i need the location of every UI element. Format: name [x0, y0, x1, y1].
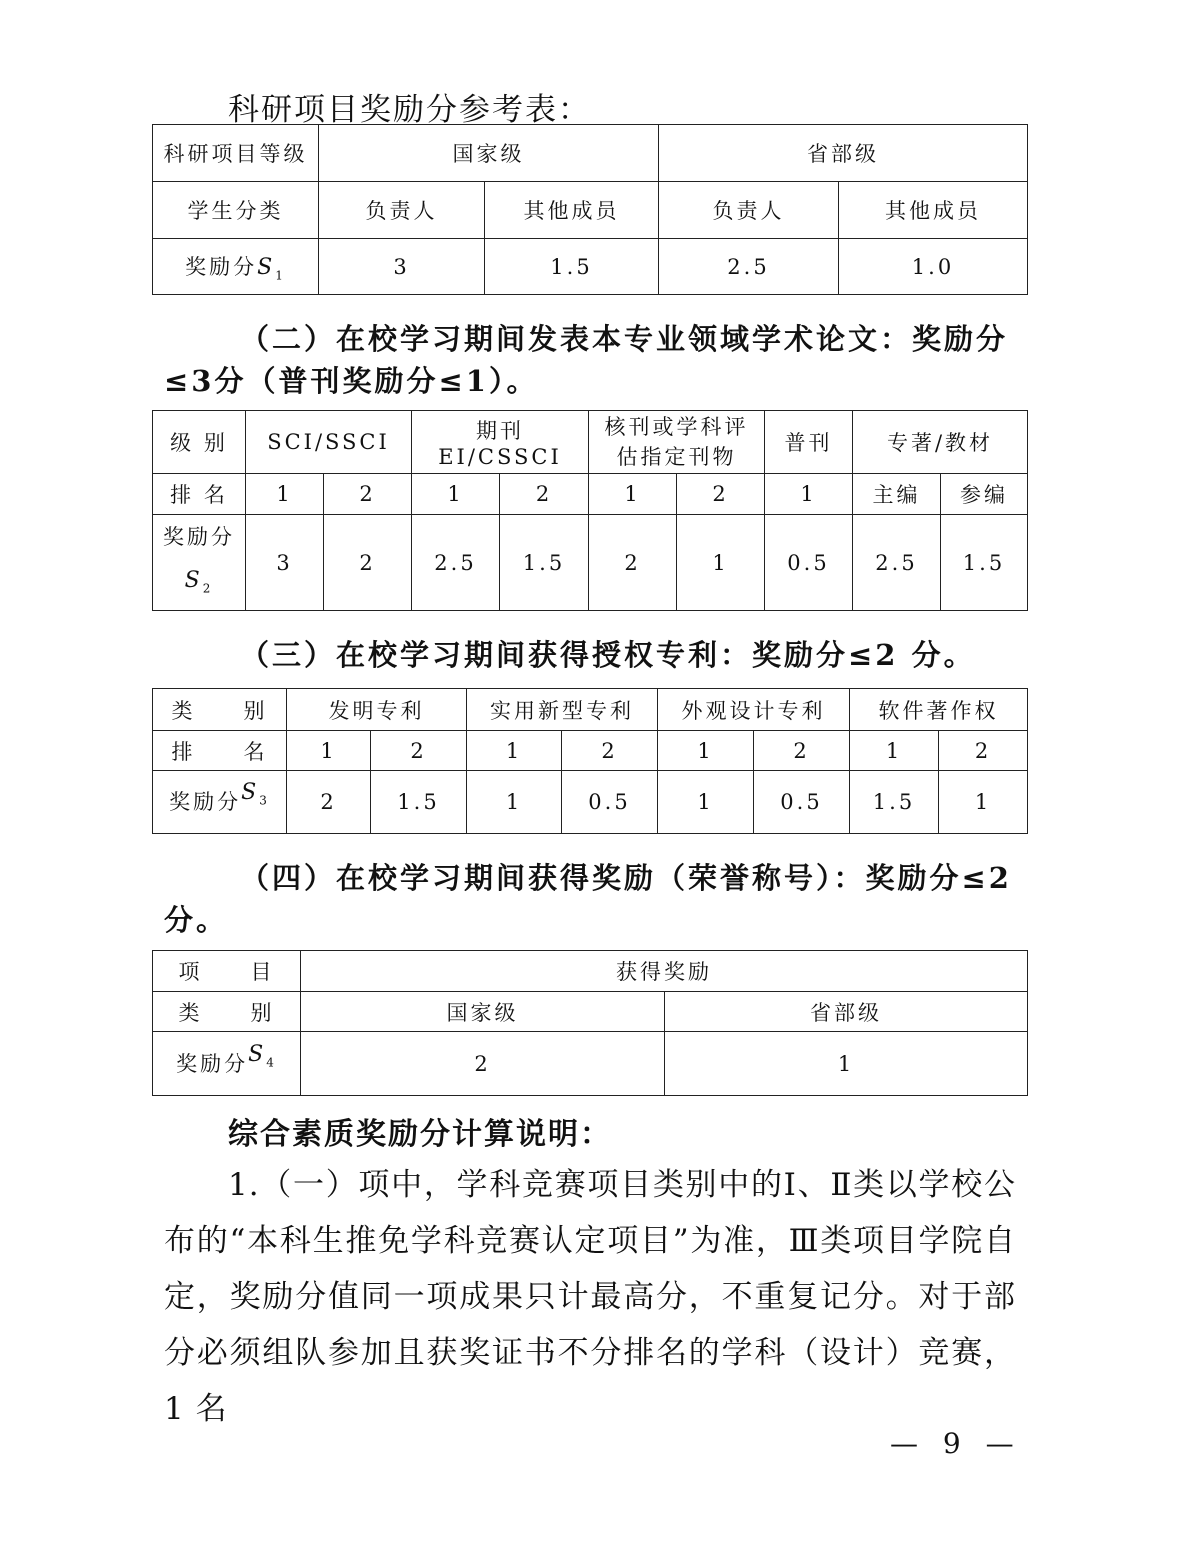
table-cell: 1.5 — [850, 771, 939, 834]
table-cell: 其他成员 — [839, 182, 1028, 239]
table-cell: 1 — [412, 474, 500, 515]
table-cell: 省部级 — [665, 992, 1028, 1032]
s-symbol: $S_4$ — [248, 1041, 277, 1070]
table-cell: 2 — [754, 731, 850, 771]
table-row — [153, 182, 1028, 239]
table-cell: 1.5 — [371, 771, 467, 834]
table-cell: 2 — [500, 474, 589, 515]
table-cell: 2 — [324, 474, 412, 515]
table-cell: 级 别 — [153, 411, 246, 474]
table-cell: 参编 — [941, 474, 1028, 515]
table-cell: 1.5 — [941, 515, 1028, 611]
table-cell: 2 — [301, 1032, 665, 1096]
reward-label: 奖励分 — [163, 525, 235, 549]
notes-paragraph: 1.（一）项中，学科竞赛项目类别中的Ⅰ、Ⅱ类以学校公布的“本科生推免学科竞赛认定项目”为准，Ⅲ类项目学院自定，奖励分值同一项成果只计最高分，不重复记分。对于部分必须组队参加且获奖证书不分排名的学科（设计）竞赛，1 名 — [164, 1167, 1016, 1427]
table-cell: 2.5 — [853, 515, 941, 611]
table-cell: 负责人 — [659, 182, 839, 239]
notes-heading: 综合素质奖励分计算说明： — [228, 1117, 612, 1152]
s-symbol: $S_2$ — [184, 568, 214, 596]
table-cell: 排 名 — [153, 474, 246, 515]
table-cell: 国家级 — [319, 125, 659, 182]
table-cell: 1 — [939, 771, 1028, 834]
table-row — [153, 689, 1028, 731]
table-cell: 科研项目等级 — [153, 125, 319, 182]
table-cell: 项 目 — [153, 951, 301, 992]
table-cell: 专著/教材 — [853, 411, 1028, 474]
papers-table — [152, 410, 1028, 611]
table-cell: SCI/SSCI — [246, 411, 412, 474]
table-row — [153, 515, 1028, 611]
table-cell — [153, 771, 287, 834]
table-cell: 省部级 — [659, 125, 1028, 182]
table-cell: 2.5 — [659, 239, 839, 295]
table-cell: 获得奖励 — [301, 951, 1028, 992]
table-cell: 1 — [658, 771, 754, 834]
table-cell: 核刊或学科评估指定刊物 — [589, 411, 765, 474]
table-cell: 软件著作权 — [850, 689, 1028, 731]
table-cell: 2.5 — [412, 515, 500, 611]
section-heading-patents: （三）在校学习期间获得授权专利：奖励分≤2 分。 — [240, 638, 976, 672]
table-cell: 1.5 — [500, 515, 589, 611]
table-cell: 主编 — [853, 474, 941, 515]
page-number: — 9 — — [890, 1427, 1022, 1460]
table-cell — [153, 515, 246, 611]
reward-label: 奖励分 — [185, 254, 258, 279]
table-cell: 发明专利 — [287, 689, 467, 731]
table-cell: 实用新型专利 — [467, 689, 658, 731]
table-cell: 2 — [589, 515, 677, 611]
table-cell: 1 — [589, 474, 677, 515]
research-project-table — [152, 124, 1028, 295]
table-row — [153, 125, 1028, 182]
table-row — [153, 239, 1028, 295]
table-cell: 国家级 — [301, 992, 665, 1032]
table-cell: 期刊 EI/CSSCI — [412, 411, 589, 474]
table-cell: 2 — [371, 731, 467, 771]
table-cell: 3 — [319, 239, 485, 295]
table-cell: 1.0 — [839, 239, 1028, 295]
table-cell: 外观设计专利 — [658, 689, 850, 731]
table-cell: 0.5 — [754, 771, 850, 834]
table-cell: 0.5 — [562, 771, 658, 834]
table-cell: 类 别 — [153, 689, 287, 731]
table-cell: 1 — [665, 1032, 1028, 1096]
table-cell: 2 — [562, 731, 658, 771]
table-cell: 2 — [939, 731, 1028, 771]
table-cell: 1 — [765, 474, 853, 515]
table-row — [153, 1032, 1028, 1096]
table-cell: 2 — [324, 515, 412, 611]
table-cell: 1 — [246, 474, 324, 515]
table-row — [153, 474, 1028, 515]
table-cell: 3 — [246, 515, 324, 611]
table-cell — [153, 1032, 301, 1096]
s-symbol: $S_1$ — [257, 254, 286, 283]
table-cell: 1.5 — [485, 239, 659, 295]
table-row — [153, 771, 1028, 834]
reward-label: 奖励分 — [176, 1051, 249, 1076]
table-cell: 0.5 — [765, 515, 853, 611]
table-cell: 其他成员 — [485, 182, 659, 239]
section-heading-awards: （四）在校学习期间获得奖励（荣誉称号）：奖励分≤2分。 — [164, 861, 1012, 937]
table-cell: 负责人 — [319, 182, 485, 239]
s-symbol: $S_3$ — [241, 780, 270, 808]
table-row — [153, 951, 1028, 992]
reward-label: 奖励分 — [169, 790, 242, 815]
table-cell: 排 名 — [153, 731, 287, 771]
table-cell: 1 — [850, 731, 939, 771]
table-row — [153, 992, 1028, 1032]
table-cell — [153, 239, 319, 295]
awards-table — [152, 950, 1028, 1096]
table-cell: 类 别 — [153, 992, 301, 1032]
patents-table — [152, 688, 1028, 834]
table-cell: 1 — [467, 771, 562, 834]
table-cell: 2 — [287, 771, 371, 834]
table-cell: 1 — [287, 731, 371, 771]
table-cell: 1 — [677, 515, 765, 611]
table-row — [153, 731, 1028, 771]
table-cell: 1 — [658, 731, 754, 771]
table-row — [153, 411, 1028, 474]
section-heading-papers: （二）在校学习期间发表本专业领域学术论文：奖励分≤3分（普刊奖励分≤1）。 — [164, 322, 1009, 398]
table-cell: 普刊 — [765, 411, 853, 474]
table-cell: 1 — [467, 731, 562, 771]
table-cell: 学生分类 — [153, 182, 319, 239]
table-cell: 2 — [677, 474, 765, 515]
table1-heading: 科研项目奖励分参考表： — [228, 92, 591, 128]
